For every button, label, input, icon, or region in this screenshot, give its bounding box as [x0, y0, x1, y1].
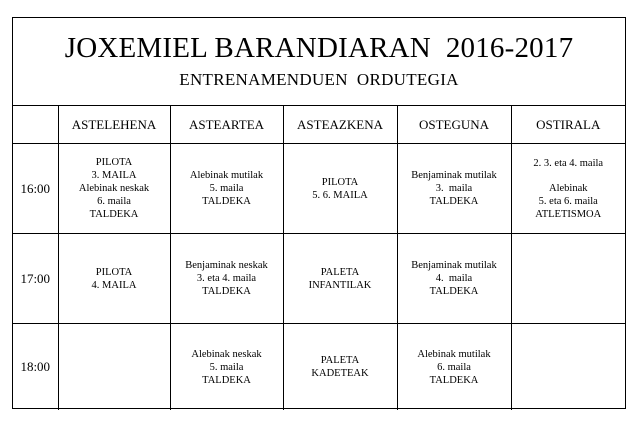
- cell-line: TALDEKA: [429, 286, 479, 297]
- cell-line: TALDEKA: [202, 374, 251, 386]
- cell-line: Benjaminak neskak: [185, 260, 268, 271]
- cell-line: ATLETISMOA: [535, 208, 602, 220]
- cell-line: 6. maila: [97, 196, 131, 207]
- cell-line: INFANTILAK: [308, 279, 372, 291]
- time-row: [13, 234, 625, 324]
- cell-line: PILOTA: [95, 266, 133, 278]
- cell-line: Alebinak neskak: [78, 183, 150, 194]
- schedule-frame: [12, 17, 626, 409]
- page-title: JOXEMIEL BARANDIARAN 2016-2017: [64, 32, 574, 64]
- time-label: 18:00: [13, 324, 58, 411]
- cell-line: Alebinak: [549, 182, 588, 194]
- cell-line: PALETA: [320, 355, 360, 366]
- corner-cell: [13, 106, 58, 144]
- schedule-cell: [397, 324, 511, 411]
- cell-line: Alebinak mutilak: [417, 348, 491, 360]
- time-row: [13, 144, 625, 234]
- cell-line: 5. eta 6. maila: [538, 195, 598, 207]
- time-label: 16:00: [13, 144, 58, 234]
- cell-line: Alebinak neskak: [191, 348, 262, 360]
- cell-line: TALDEKA: [89, 209, 139, 220]
- day-header-wednesday: ASTEAZKENA: [283, 106, 397, 144]
- cell-line: TALDEKA: [429, 196, 479, 207]
- cell-line: 3. MAILA: [91, 170, 137, 181]
- schedule-cell: [58, 324, 170, 411]
- schedule-cell: [58, 144, 170, 234]
- cell-line: PILOTA: [95, 157, 133, 168]
- cell-line: Benjaminak mutilak: [411, 170, 497, 181]
- cell-line: 6. maila: [437, 361, 471, 373]
- cell-line: 5. maila: [209, 361, 244, 373]
- day-header-tuesday: ASTEARTEA: [170, 106, 283, 144]
- cell-line: Alebinak mutilak: [189, 170, 264, 181]
- day-header-friday: OSTIRALA: [511, 106, 625, 144]
- time-label: 17:00: [13, 234, 58, 324]
- cell-line: KADETEAK: [311, 368, 369, 379]
- day-header-monday: ASTELEHENA: [58, 106, 170, 144]
- cell-line: Benjaminak mutilak: [411, 260, 497, 271]
- cell-line: 3. eta 4. maila: [196, 273, 257, 284]
- cell-spacer: [512, 170, 626, 182]
- cell-line: TALDEKA: [202, 286, 251, 297]
- schedule-header: [13, 18, 625, 106]
- schedule-cell: [58, 234, 170, 324]
- time-row: [13, 324, 625, 411]
- cell-line: 4. MAILA: [91, 279, 137, 291]
- page-subtitle: ENTRENAMENDUEN ORDUTEGIA: [179, 70, 459, 89]
- cell-line: 3. maila: [435, 183, 473, 194]
- cell-line: PALETA: [320, 266, 360, 278]
- day-header-thursday: OSTEGUNA: [397, 106, 511, 144]
- cell-line: 2. 3. eta 4. maila: [533, 157, 604, 169]
- schedule-cell: [511, 234, 625, 324]
- cell-line: PILOTA: [321, 176, 359, 188]
- schedule-cell: [170, 234, 283, 324]
- schedule-cell: [397, 234, 511, 324]
- schedule-cell: [511, 324, 625, 411]
- cell-line: TALDEKA: [429, 374, 479, 386]
- schedule-cell: [283, 324, 397, 411]
- schedule-cell: [170, 144, 283, 234]
- schedule-cell: [283, 234, 397, 324]
- day-header-row: [13, 106, 625, 144]
- schedule-table: [13, 105, 625, 410]
- schedule-cell: [283, 144, 397, 234]
- schedule-cell: [397, 144, 511, 234]
- schedule-cell: [511, 144, 625, 234]
- cell-line: 5. 6. MAILA: [312, 189, 368, 201]
- schedule-cell: [170, 324, 283, 411]
- cell-line: 4. maila: [435, 273, 473, 284]
- cell-line: TALDEKA: [202, 196, 251, 207]
- cell-line: 5. maila: [209, 183, 244, 194]
